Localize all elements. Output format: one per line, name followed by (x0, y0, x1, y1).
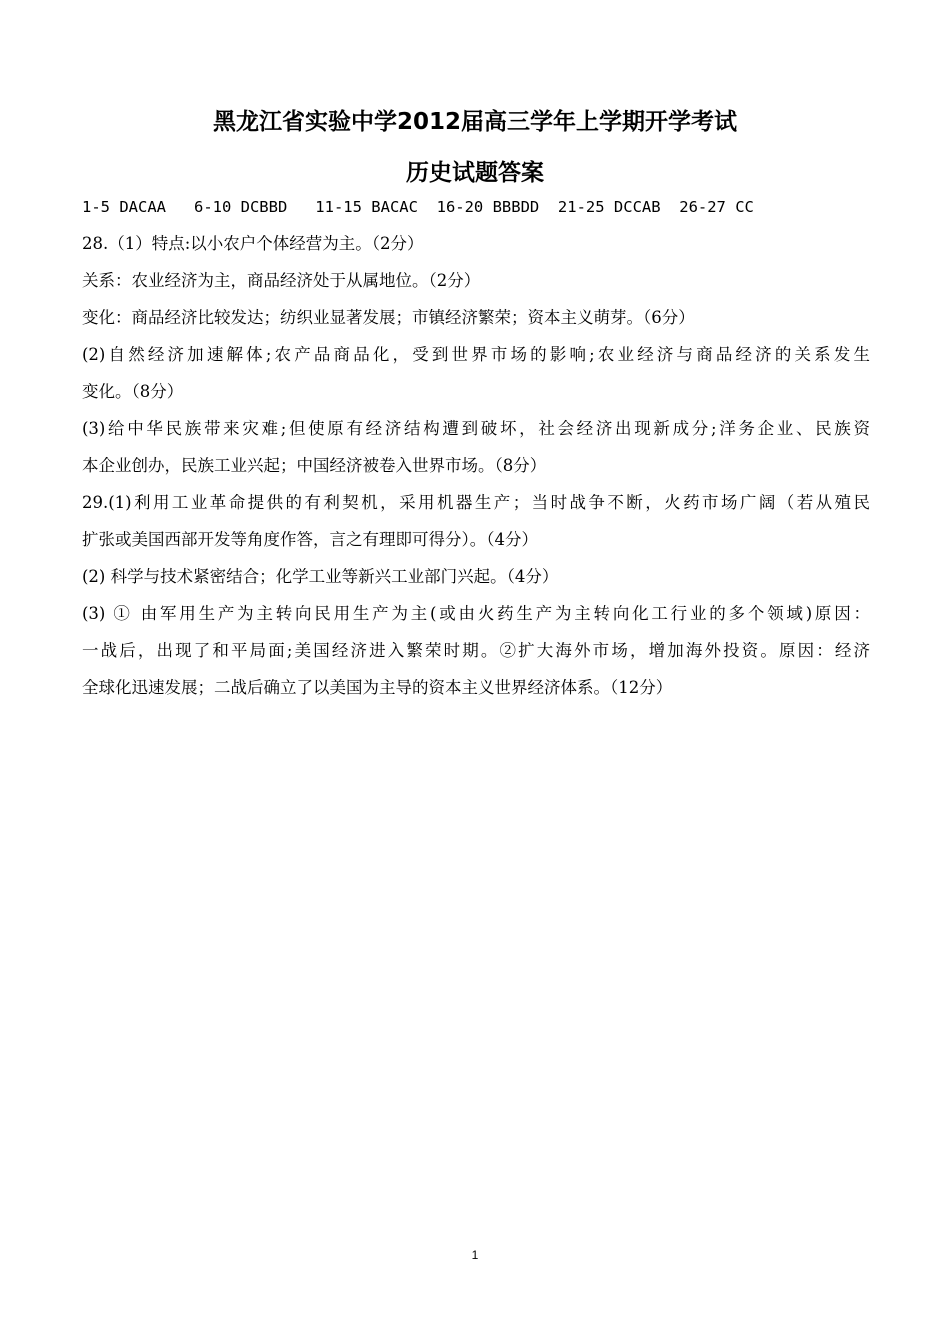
answer-line-q29-3-end: 全球化迅速发展；二战后确立了以美国为主导的资本主义世界经济体系。（12分） (82, 678, 673, 697)
answer-line-q28-3: (3)给中华民族带来灾难;但使原有经济结构遭到破坏，社会经济出现新成分;洋务企业、民族资 (82, 419, 870, 438)
answer-line-q28-2-cont: 变化。（8分） (82, 382, 184, 401)
answer-line-q29-1: 29.(1)利用工业革命提供的有利契机，采用机器生产；当时战争不断，火药市场广阔（若从殖民 (82, 493, 870, 512)
answer-line-q29-3-cont: 一战后，出现了和平局面;美国经济进入繁荣时期。②扩大海外市场，增加海外投资。原因：经济 (82, 641, 870, 660)
answer-line-q28-change: 变化：商品经济比较发达；纺织业显著发展；市镇经济繁荣；资本主义萌芽。（6分） (82, 308, 695, 327)
answer-line-q28-3-cont: 本企业创办，民族工业兴起；中国经济被卷入世界市场。（8分） (82, 456, 547, 475)
document-subtitle: 历史试题答案 (406, 160, 544, 186)
answer-content (82, 192, 870, 710)
answer-line-q29-2: (2) 科学与技术紧密结合；化学工业等新兴工业部门兴起。（4分） (82, 567, 559, 586)
multiple-choice-answers: 1-5 DACAA 6-10 DCBBD 11-15 BACAC 16-20 BBBDD 21-25 DCCAB 26-27 CC (82, 198, 754, 216)
answer-line-q28-1: 28.（1）特点:以小农户个体经营为主。（2分） (82, 234, 424, 253)
answer-line-q29-1-cont: 扩张或美国西部开发等角度作答，言之有理即可得分）。（4分） (82, 530, 538, 549)
answer-line-q28-relation: 关系：农业经济为主，商品经济处于从属地位。（2分） (82, 271, 481, 290)
document-title: 黑龙江省实验中学2012届高三学年上学期开学考试 (212, 109, 737, 135)
page-number: 1 (471, 1248, 479, 1262)
answer-line-q29-3: (3) ① 由军用生产为主转向民用生产为主(或由火药生产为主转向化工行业的多个领域)原因： (82, 604, 870, 623)
answer-line-q28-2: (2)自然经济加速解体;农产品商品化，受到世界市场的影响;农业经济与商品经济的关系发生 (82, 345, 870, 364)
